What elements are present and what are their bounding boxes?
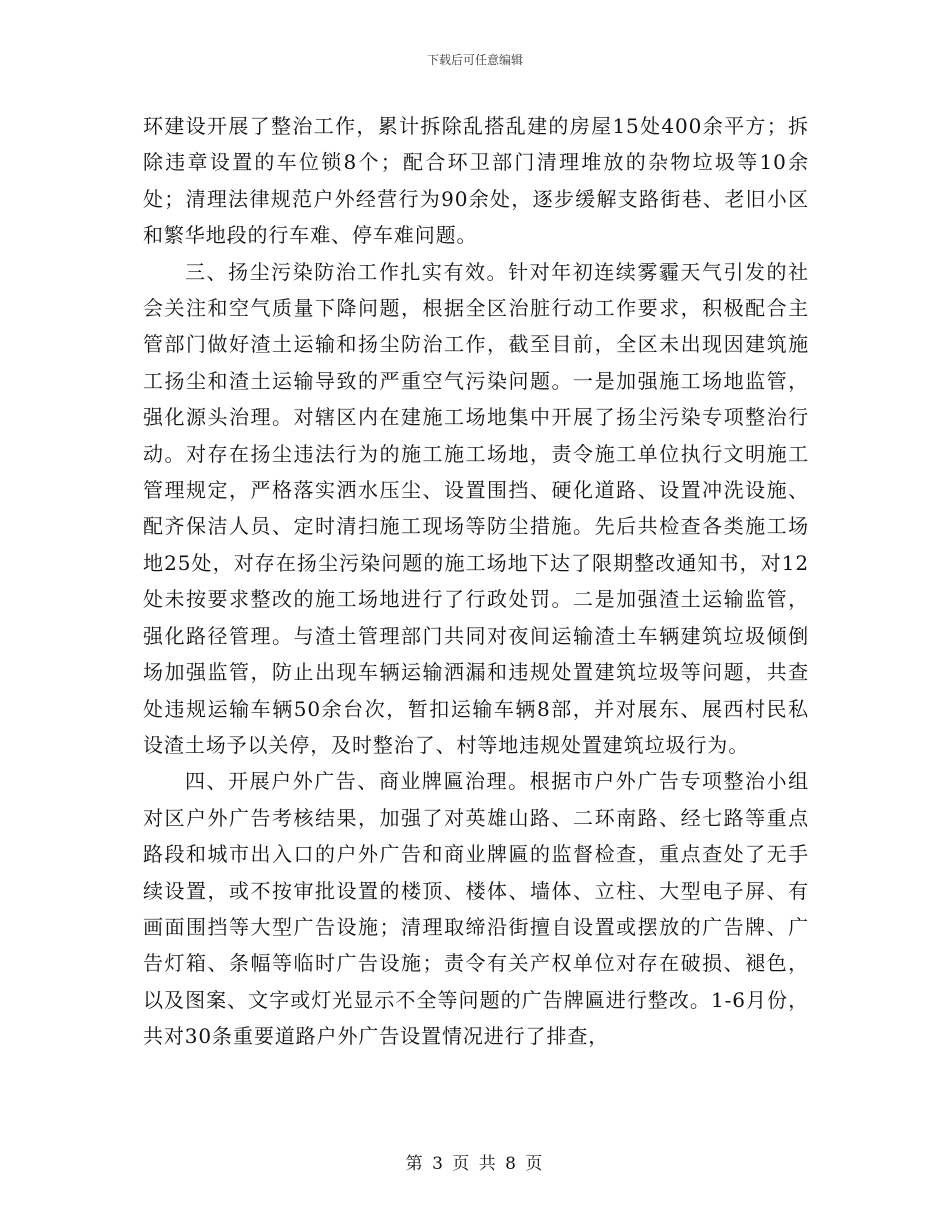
paragraph-1: 环建设开展了整治工作，累计拆除乱搭乱建的房屋15处400余平方；拆除违章设置的车位锁8个；配合环卫部门清理堆放的杂物垃圾等10余处；清理法律规范户外经营行为90余处，逐步缓解支路街巷、老旧小区和繁华地段的行车难、停车难问题。: [143, 114, 809, 248]
page-header-note: 下载后可任意编辑: [426, 53, 523, 67]
paragraph-3: 四、开展户外广告、商业牌匾治理。根据市户外广告专项整治小组对区户外广告考核结果，加强了对英雄山路、二环南路、经七路等重点路段和城市出入口的户外广告和商业牌匾的监督检查，重点查处了无手续设置，或不按审批设置的楼顶、楼体、墙体、立柱、大型电子屏、有画面围挡等大型广告设施；清理取缔沿街擅自设置或摆放的广告牌、广告灯箱、条幅等临时广告设施；责令有关产权单位对存在破损、褪色，以及图案、文字或灯光显示不全等问题的广告牌匾进行整改。1-6月份，共对30条重要道路户外广告设置情况进行了排查，: [143, 769, 809, 1049]
document-body: [143, 108, 809, 1055]
page-number-footer: 第 3 页 共 8 页: [405, 1154, 545, 1174]
paragraph-2: 三、扬尘污染防治工作扎实有效。针对年初连续雾霾天气引发的社会关注和空气质量下降问题，根据全区治脏行动工作要求，积极配合主管部门做好渣土运输和扬尘防治工作，截至目前，全区未出现因建筑施工扬尘和渣土运输导致的严重空气污染问题。一是加强施工场地监管，强化源头治理。对辖区内在建施工场地集中开展了扬尘污染专项整治行动。对存在扬尘违法行为的施工施工场地，责令施工单位执行文明施工管理规定，严格落实洒水压尘、设置围挡、硬化道路、设置冲洗设施、配齐保洁人员、定时清扫施工现场等防尘措施。先后共检查各类施工场地25处，对存在扬尘污染问题的施工场地下达了限期整改通知书，对12处未按要求整改的施工场地进行了行政处罚。二是加强渣土运输监管，强化路径管理。与渣土管理部门共同对夜间运输渣土车辆建筑垃圾倾倒场加强监管，防止出现车辆运输洒漏和违规处置建筑垃圾等问题，共查处违规运输车辆50余台次，暂扣运输车辆8部，并对展东、展西村民私设渣土场予以关停，及时整治了、村等地违规处置建筑垃圾行为。: [143, 259, 809, 757]
